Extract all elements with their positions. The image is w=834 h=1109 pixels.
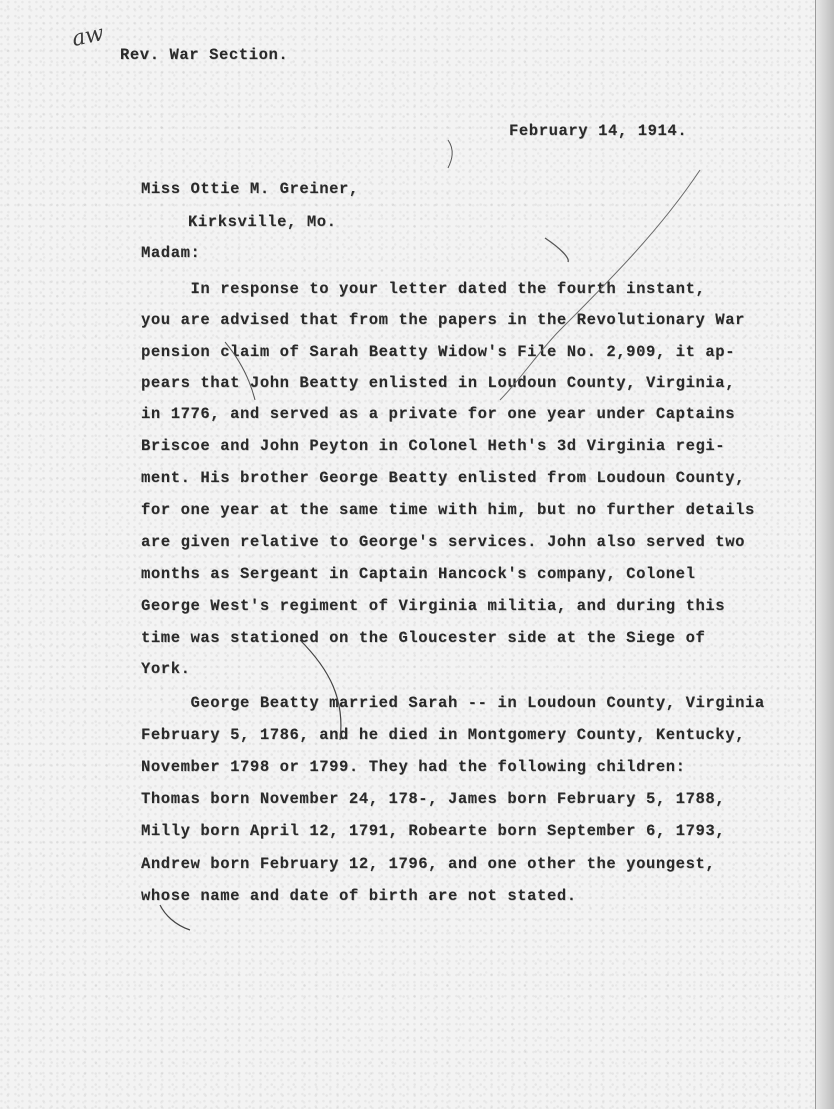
body-line: Andrew born February 12, 1796, and one other the youngest, [141,855,716,873]
body-line: months as Sergeant in Captain Hancock's company, Colonel [141,565,696,583]
pencil-curve [300,640,341,740]
body-line: you are advised that from the papers in the Revolutionary War [141,311,745,329]
body-line: George Beatty married Sarah -- in Loudoun County, Virginia [141,694,765,712]
pencil-annotation: aw [69,20,107,53]
body-line: Briscoe and John Peyton in Colonel Heth's 3d Virginia regi- [141,437,726,455]
body-line: York. [141,660,191,678]
body-line: are given relative to George's services. John also served two [141,533,745,551]
pencil-curve-bottom [160,905,190,930]
page-edge [815,0,834,1109]
letter-date: February 14, 1914. [509,122,688,140]
body-line: Thomas born November 24, 178-, James born February 5, 1788, [141,790,726,808]
body-line: pears that John Beatty enlisted in Loudoun County, Virginia, [141,374,736,392]
body-line: for one year at the same time with him, but no further details [141,501,755,519]
salutation: Madam: [141,244,201,262]
body-line: Milly born April 12, 1791, Robearte born September 6, 1793, [141,822,726,840]
body-line: ment. His brother George Beatty enlisted from Loudoun County, [141,469,745,487]
body-line: February 5, 1786, and he died in Montgomery County, Kentucky, [141,726,745,744]
body-line: November 1798 or 1799. They had the following children: [141,758,686,776]
pencil-hook [545,238,568,262]
addressee-city: Kirksville, Mo. [188,213,337,231]
body-line: whose name and date of birth are not stated. [141,887,577,905]
body-line: George West's regiment of Virginia militia, and during this [141,597,726,615]
addressee-name: Miss Ottie M. Greiner, [141,180,359,198]
pencil-tick [448,140,452,168]
body-line: In response to your letter dated the fourth instant, [141,280,706,298]
body-line: in 1776, and served as a private for one year under Captains [141,405,736,423]
section-heading: Rev. War Section. [120,46,289,64]
body-line: pension claim of Sarah Beatty Widow's File No. 2,909, it ap- [141,343,736,361]
body-line: time was stationed on the Gloucester side at the Siege of [141,629,706,647]
